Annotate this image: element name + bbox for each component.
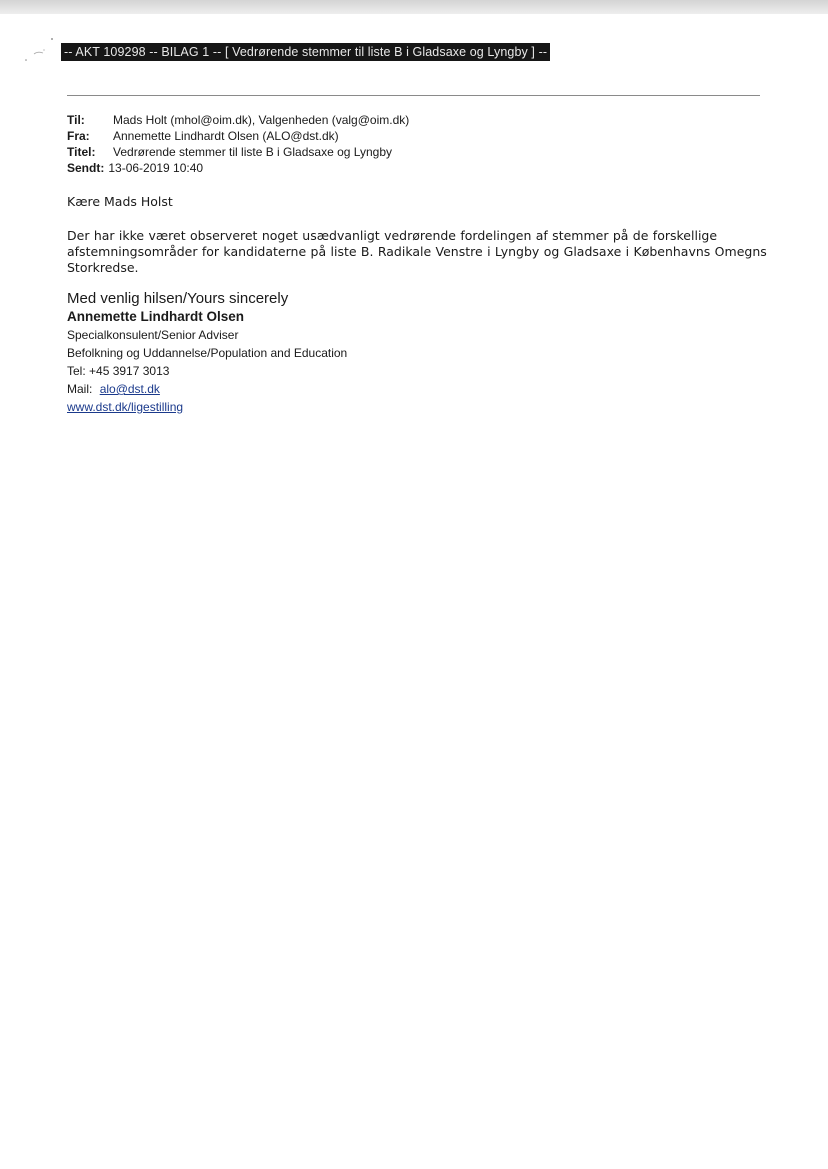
signature-mail-row (67, 380, 347, 398)
sent-value: 13-06-2019 10:40 (108, 161, 204, 175)
closing-line: Med venlig hilsen/Yours sincerely (67, 290, 289, 307)
header-divider (67, 95, 760, 96)
email-signature (67, 290, 347, 416)
signature-name: Annemette Lindhardt Olsen (67, 309, 245, 324)
mail-label: Mail: (67, 382, 93, 396)
signature-phone: Tel: +45 3917 3013 (67, 364, 170, 378)
sent-label: Sendt: (67, 161, 105, 175)
signature-title: Specialkonsulent/Senior Adviser (67, 328, 239, 342)
subject-label: Titel: (67, 145, 96, 159)
from-row (67, 128, 409, 144)
sent-row (67, 160, 409, 176)
signature-website-row (67, 398, 347, 416)
scan-speck-mark (22, 36, 56, 66)
message-paragraph: Der har ikke været observeret noget usædvanligt vedrørende fordelingen af stemmer på de forskellige afstemningsområder for kandidaterne på liste B. Radikale Venstre i Lyngby og Gladsaxe i Københavns Omegns Storkredse. (67, 228, 767, 275)
from-value: Annemette Lindhardt Olsen (ALO@dst.dk) (113, 129, 339, 143)
to-row (67, 112, 409, 128)
scan-edge-shadow (0, 0, 828, 14)
to-label: Til: (67, 113, 85, 127)
greeting: Kære Mads Holst (67, 194, 173, 209)
mail-link[interactable]: alo@dst.dk (99, 382, 160, 396)
document-stamp-banner: -- AKT 109298 -- BILAG 1 -- [ Vedrørende stemmer til liste B i Gladsaxe og Lyngby ] -- (61, 43, 550, 61)
signature-department: Befolkning og Uddannelse/Population and Education (67, 346, 348, 360)
subject-row (67, 144, 409, 160)
website-link[interactable]: www.dst.dk/ligestilling (67, 400, 184, 414)
email-header (67, 112, 409, 176)
to-value: Mads Holt (mhol@oim.dk), Valgenheden (valg@oim.dk) (113, 113, 410, 127)
subject-value: Vedrørende stemmer til liste B i Gladsaxe og Lyngby (113, 145, 393, 159)
from-label: Fra: (67, 129, 90, 143)
